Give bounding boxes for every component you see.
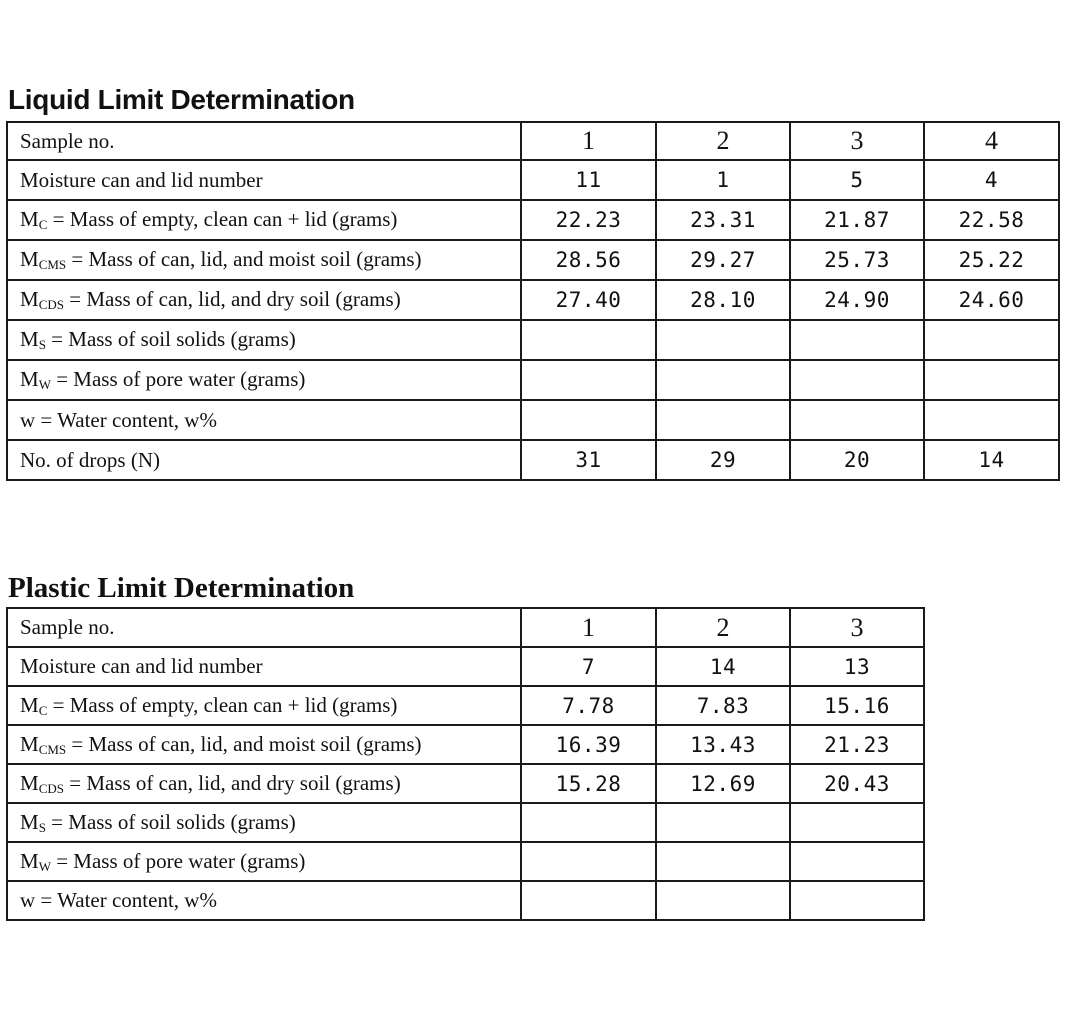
symbol-subscript: CMS	[38, 257, 67, 272]
empty-cell	[790, 803, 924, 842]
table-row	[7, 360, 1059, 400]
cell-value: 7	[521, 647, 656, 686]
cell-value: 16.39	[521, 725, 656, 764]
row-label: No. of drops (N)	[7, 440, 521, 480]
empty-cell	[656, 360, 790, 400]
symbol-subscript: C	[38, 217, 48, 232]
row-label-text: = Mass of can, lid, and moist soil (grams)	[66, 247, 422, 271]
table-row	[7, 647, 924, 686]
cell-value: 28.10	[656, 280, 790, 320]
row-label	[7, 200, 521, 240]
cell-value: 1	[656, 160, 790, 200]
symbol: M	[20, 207, 39, 231]
cell-value: 29	[656, 440, 790, 480]
table-row	[7, 320, 1059, 360]
table-row	[7, 686, 924, 725]
symbol: M	[20, 809, 39, 834]
cell-value: 21.23	[790, 725, 924, 764]
cell-value: 27.40	[521, 280, 656, 320]
cell-value: 23.31	[656, 200, 790, 240]
cell-value: 15.28	[521, 764, 656, 803]
table-row	[7, 803, 924, 842]
header-label: Sample no.	[7, 608, 521, 647]
cell-value: 22.58	[924, 200, 1059, 240]
row-label	[7, 240, 521, 280]
row-label: Moisture can and lid number	[7, 160, 521, 200]
symbol-subscript: W	[38, 377, 51, 392]
table-row	[7, 400, 1059, 440]
empty-cell	[790, 360, 924, 400]
symbol: M	[20, 247, 39, 271]
symbol: M	[20, 287, 39, 311]
cell-value: 7.78	[521, 686, 656, 725]
empty-cell	[656, 400, 790, 440]
table-row	[7, 725, 924, 764]
empty-cell	[790, 320, 924, 360]
liquid-limit-table	[6, 121, 1060, 481]
symbol-subscript: W	[38, 858, 51, 874]
sample-number: 2	[656, 122, 790, 160]
cell-value: 31	[521, 440, 656, 480]
sample-number: 1	[521, 608, 656, 647]
row-label	[7, 842, 521, 881]
row-label	[7, 280, 521, 320]
table-row	[7, 280, 1059, 320]
cell-value: 24.60	[924, 280, 1059, 320]
empty-cell	[656, 803, 790, 842]
cell-value: 22.23	[521, 200, 656, 240]
empty-cell	[521, 400, 656, 440]
symbol-subscript: C	[38, 702, 48, 718]
row-label-text: = Mass of can, lid, and moist soil (grams)	[66, 731, 422, 756]
table-row	[7, 764, 924, 803]
cell-value: 14	[656, 647, 790, 686]
empty-cell	[790, 400, 924, 440]
sample-number: 2	[656, 608, 790, 647]
symbol: M	[20, 327, 39, 351]
empty-cell	[656, 881, 790, 920]
row-label-text: = Mass of soil solids (grams)	[45, 809, 296, 834]
row-label-text: = Mass of empty, clean can + lid (grams)	[47, 692, 398, 717]
symbol: M	[20, 367, 39, 391]
table-header-row	[7, 122, 1059, 160]
table-row	[7, 881, 924, 920]
row-label	[7, 320, 521, 360]
empty-cell	[656, 842, 790, 881]
plastic-limit-title: Plastic Limit Determination	[8, 572, 355, 604]
sample-number: 3	[790, 608, 924, 647]
cell-value: 28.56	[521, 240, 656, 280]
liquid-limit-title: Liquid Limit Determination	[8, 84, 355, 115]
plastic-limit-table	[6, 607, 925, 921]
row-label-text: = Mass of can, lid, and dry soil (grams)	[63, 287, 401, 311]
header-label: Sample no.	[7, 122, 521, 160]
empty-cell	[790, 881, 924, 920]
empty-cell	[521, 320, 656, 360]
symbol-subscript: S	[38, 819, 46, 835]
empty-cell	[924, 400, 1059, 440]
cell-value: 14	[924, 440, 1059, 480]
cell-value: 20	[790, 440, 924, 480]
symbol: M	[20, 692, 39, 717]
cell-value: 15.16	[790, 686, 924, 725]
empty-cell	[924, 360, 1059, 400]
cell-value: 5	[790, 160, 924, 200]
empty-cell	[521, 881, 656, 920]
empty-cell	[521, 803, 656, 842]
row-label-text: = Mass of empty, clean can + lid (grams)	[47, 207, 398, 231]
empty-cell	[656, 320, 790, 360]
table-row	[7, 200, 1059, 240]
symbol: M	[20, 731, 39, 756]
empty-cell	[521, 360, 656, 400]
empty-cell	[521, 842, 656, 881]
cell-value: 29.27	[656, 240, 790, 280]
row-label	[7, 764, 521, 803]
cell-value: 11	[521, 160, 656, 200]
cell-value: 7.83	[656, 686, 790, 725]
row-label	[7, 360, 521, 400]
table-row	[7, 160, 1059, 200]
cell-value: 4	[924, 160, 1059, 200]
cell-value: 13	[790, 647, 924, 686]
row-label-text: = Mass of can, lid, and dry soil (grams)	[63, 770, 401, 795]
cell-value: 20.43	[790, 764, 924, 803]
symbol-subscript: S	[38, 337, 46, 352]
empty-cell	[790, 842, 924, 881]
cell-value: 12.69	[656, 764, 790, 803]
row-label	[7, 725, 521, 764]
row-label-text: = Mass of pore water (grams)	[50, 367, 306, 391]
row-label-text: = Mass of soil solids (grams)	[45, 327, 296, 351]
sample-number: 3	[790, 122, 924, 160]
cell-value: 25.73	[790, 240, 924, 280]
row-label	[7, 686, 521, 725]
symbol-subscript: CDS	[38, 780, 64, 796]
empty-cell	[924, 320, 1059, 360]
cell-value: 21.87	[790, 200, 924, 240]
row-label: w = Water content, w%	[7, 881, 521, 920]
symbol: M	[20, 770, 39, 795]
table-row	[7, 842, 924, 881]
symbol-subscript: CDS	[38, 297, 64, 312]
row-label: w = Water content, w%	[7, 400, 521, 440]
table-row	[7, 240, 1059, 280]
sample-number: 4	[924, 122, 1059, 160]
symbol: M	[20, 848, 39, 873]
cell-value: 24.90	[790, 280, 924, 320]
row-label: Moisture can and lid number	[7, 647, 521, 686]
sample-number: 1	[521, 122, 656, 160]
row-label	[7, 803, 521, 842]
table-row	[7, 440, 1059, 480]
row-label-text: = Mass of pore water (grams)	[50, 848, 306, 873]
cell-value: 13.43	[656, 725, 790, 764]
symbol-subscript: CMS	[38, 741, 67, 757]
cell-value: 25.22	[924, 240, 1059, 280]
table-header-row	[7, 608, 924, 647]
